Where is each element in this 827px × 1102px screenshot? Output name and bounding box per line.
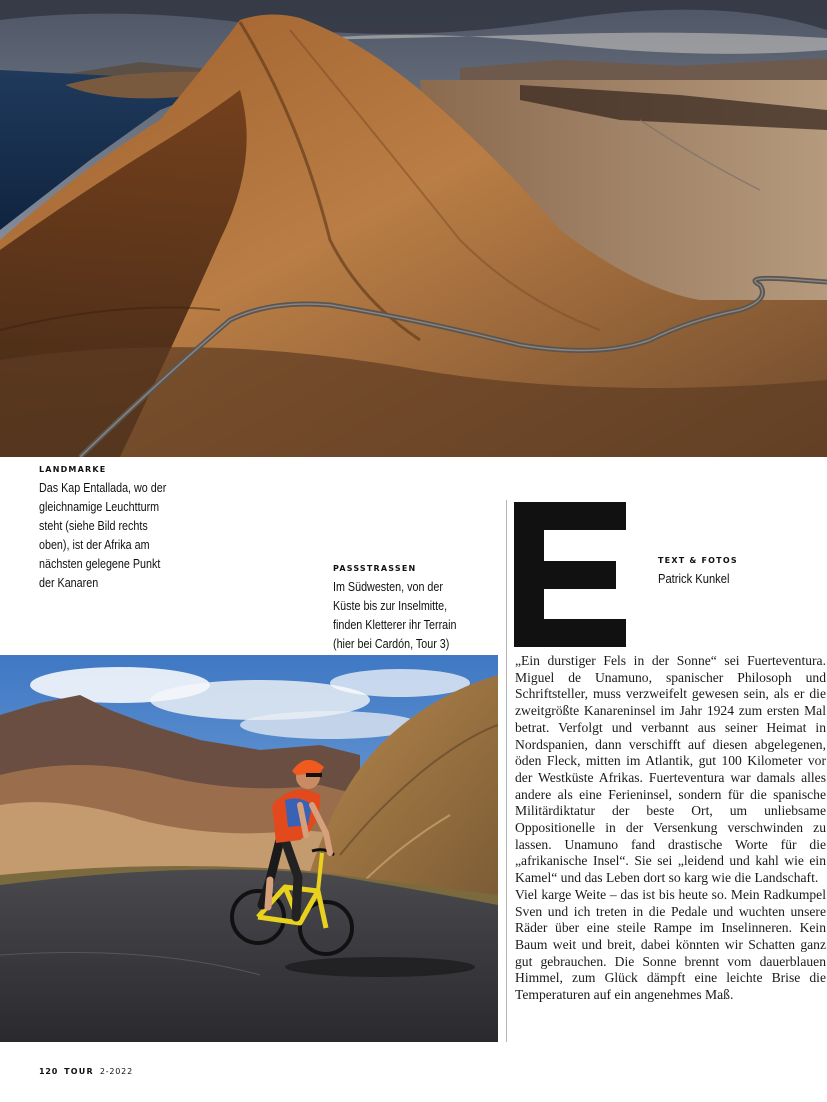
caption-line: Das Kap Entallada, wo der <box>39 481 167 495</box>
hero-photo-kap-entallada <box>0 0 827 457</box>
page-footer <box>39 1067 133 1076</box>
cyclist-climbing-image <box>0 655 498 1042</box>
caption-kicker: PASSSTRASSEN <box>333 564 417 573</box>
page-number: 120 <box>39 1067 59 1076</box>
author-credits <box>658 556 741 588</box>
column-divider <box>506 500 507 1042</box>
caption-line: der Kanaren <box>39 576 99 590</box>
caption-line: steht (siehe Bild rechts <box>39 519 148 533</box>
caption-line: gleichnamige Leuchtturm <box>39 500 160 514</box>
article-body <box>515 653 826 1004</box>
caption-passstrassen <box>333 564 503 654</box>
drop-cap <box>514 502 626 647</box>
caption-kicker: LANDMARKE <box>39 465 107 474</box>
caption-line: Im Südwesten, von der <box>333 580 443 594</box>
author-name: Patrick Kunkel <box>658 571 730 586</box>
aerial-mountain-road-image <box>0 0 827 457</box>
body-paragraph: „Ein durstiger Fels in der Sonne“ sei Fuerteventura. Miguel de Unamuno, spanischer Philosoph und Schriftsteller, muss verzweifelt gewesen sein, als er die zweitgrößte Kanareninsel im Jahr 1924 zum ersten Mal betrat. Verfolgt und verbannt aus seiner Heimat in Nordspanien, dann verschifft auf diesen abgelegenen, öden Fleck, mitten im Atlantik, gut 100 Kilometer vor der Westküste Afrikas. Fuerteventura war damals alles andere als eine Ferieninsel, sondern für die spanische Militärdiktatur der beste Ort, um unliebsame Oppositionelle in der Versenkung verschwinden zu lassen. Unamuno fand drastische Worte für die „afrikanische Insel“. Sie sei „leidend und kahl wie ein Kamel“ und das Leben dort so karg wie die Landschaft. <box>515 653 826 886</box>
magazine-name: TOUR <box>64 1067 94 1076</box>
caption-line: Küste bis zur Inselmitte, <box>333 599 448 613</box>
caption-line: oben), ist der Afrika am <box>39 538 150 552</box>
drop-cap-top-arm <box>514 502 626 530</box>
caption-line: finden Kletterer ihr Terrain <box>333 618 457 632</box>
cyclist-photo-cardon <box>0 655 498 1042</box>
caption-line: nächsten gelegene Punkt <box>39 557 161 571</box>
issue-number: 2-2022 <box>99 1067 133 1076</box>
body-paragraph: Viel karge Weite – das ist bis heute so. Mein Radkumpel Sven und ich treten in die Pedale und wuchten unsere Räder über eine steile Rampe im Inselinneren. Kein Baum weit und breit, dabei könnten wir Schatten ganz gut gebrauchen. Die Sonne brennt vom dauerblauen Himmel, zum Glück dämpft eine leichte Brise die Temperaturen auf ein angenehmes Maß. <box>515 886 826 1003</box>
caption-line: (hier bei Cardón, Tour 3) <box>333 637 450 651</box>
drop-cap-bottom-arm <box>514 619 626 647</box>
drop-cap-middle-arm <box>514 561 616 589</box>
caption-landmarke <box>39 465 199 593</box>
credits-kicker: TEXT & FOTOS <box>658 556 738 565</box>
